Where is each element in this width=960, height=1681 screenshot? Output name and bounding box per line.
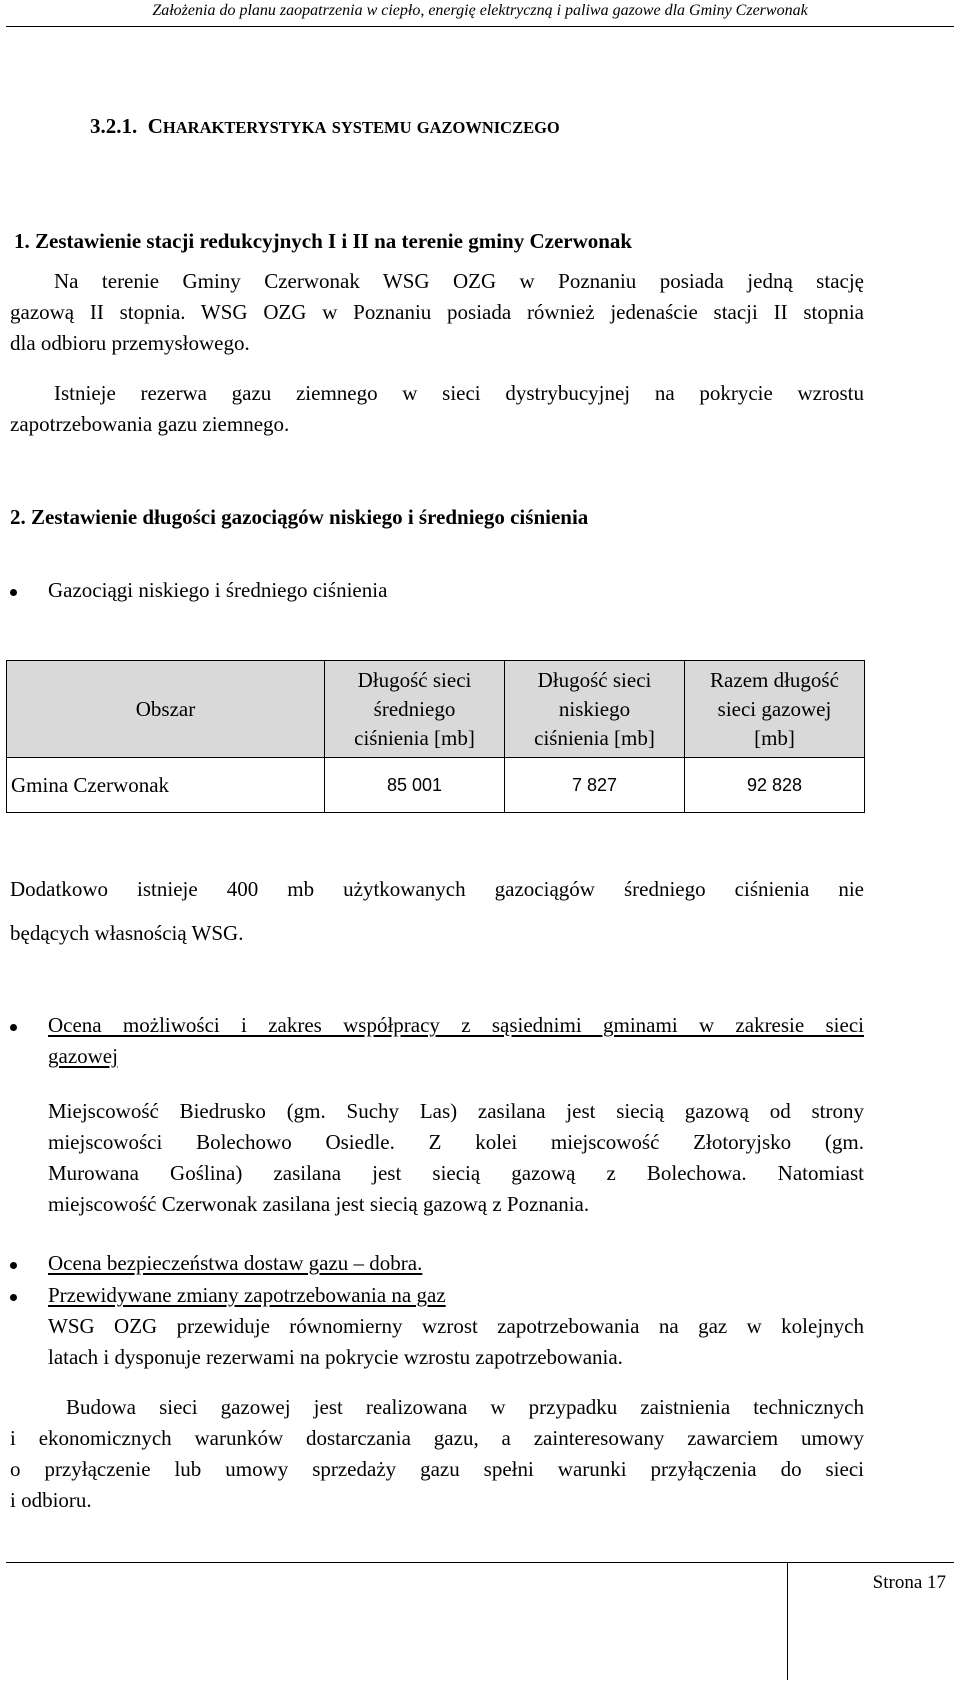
changes-para-line-1: WSG OZG przewiduje równomierny wzrost zapotrzebowania na gaz w kolejnych bbox=[48, 1314, 864, 1338]
additional-line-2: będących własnością WSG. bbox=[10, 921, 244, 945]
section-title-c3: G bbox=[416, 118, 430, 137]
header-area: Obszar bbox=[7, 661, 325, 758]
para-2-line-2: zapotrzebowania gazu ziemnego. bbox=[10, 412, 290, 436]
header-low-pressure: Długość sieci niskiego ciśnienia [mb] bbox=[505, 661, 685, 758]
bullet-pipelines: Gazociągi niskiego i średniego ciśnienia bbox=[48, 578, 388, 602]
header-total: Razem długość sieci gazowej [mb] bbox=[685, 661, 865, 758]
running-header: Założenia do planu zaopatrzenia w ciepło, energię elektryczną i paliwa gazowe dla Gminy Czerwonak bbox=[152, 2, 808, 19]
bullet-icon bbox=[10, 1024, 17, 1031]
cooperation-para-line-1: Miejscowość Biedrusko (gm. Suchy Las) zasilana jest siecią gazową od strony bbox=[48, 1099, 864, 1123]
final-para-line-1: Budowa sieci gazowej jest realizowana w przypadku zaistnienia technicznych bbox=[66, 1395, 864, 1419]
table-header-row bbox=[7, 661, 865, 758]
cell-medium: 85 001 bbox=[325, 758, 505, 813]
section-title-rest1: HARAKTERYSTYKA bbox=[162, 118, 327, 137]
final-para-line-4: i odbioru. bbox=[10, 1488, 92, 1512]
pipeline-table bbox=[6, 660, 865, 813]
cooperation-title-line-1: Ocena możliwości i zakres współpracy z sąsiednimi gminami w zakresie sieci bbox=[48, 1013, 864, 1037]
section-title bbox=[90, 114, 560, 139]
section-title-rest2: YSTEMU bbox=[340, 118, 412, 137]
cooperation-para-line-2: miejscowości Bolechowo Osiedle. Z kolei miejscowość Złotoryjsko (gm. bbox=[48, 1130, 864, 1154]
para-1-line-1: Na terenie Gminy Czerwonak WSG OZG w Poznaniu posiada jedną stację bbox=[54, 269, 864, 293]
cooperation-title-line-2: gazowej bbox=[48, 1044, 118, 1068]
changes-title: Przewidywane zmiany zapotrzebowania na gaz bbox=[48, 1283, 446, 1307]
para-1-line-3: dla odbioru przemysłowego. bbox=[10, 331, 250, 355]
bullet-icon bbox=[10, 589, 17, 596]
heading-1: 1. Zestawienie stacji redukcyjnych I i II na terenie gminy Czerwonak bbox=[14, 229, 633, 253]
bullet-icon bbox=[10, 1294, 17, 1301]
section-title-rest3: AZOWNICZEGO bbox=[429, 118, 560, 137]
cooperation-para-line-4: miejscowość Czerwonak zasilana jest siecią gazową z Poznania. bbox=[48, 1192, 590, 1216]
section-title-c2: S bbox=[331, 118, 341, 137]
final-para-line-2: i ekonomicznych warunków dostarczania gazu, a zainteresowany zawarciem umowy bbox=[10, 1426, 864, 1450]
cell-total: 92 828 bbox=[685, 758, 865, 813]
section-number: 3.2.1. bbox=[90, 114, 138, 138]
bullet-icon bbox=[10, 1262, 17, 1269]
cell-area: Gmina Czerwonak bbox=[7, 758, 325, 813]
final-para-line-3: o przyłączenie lub umowy sprzedaży gazu spełni warunki przyłączenia do sieci bbox=[10, 1457, 864, 1481]
heading-2: 2. Zestawienie długości gazociągów niskiego i średniego ciśnienia bbox=[10, 505, 589, 529]
changes-para-line-2: latach i dysponuje rezerwami na pokrycie wzrostu zapotrzebowania. bbox=[48, 1345, 623, 1369]
cooperation-para-line-3: Murowana Goślina) zasilana jest siecią gazową z Bolechowa. Natomiast bbox=[48, 1161, 864, 1185]
security-title: Ocena bezpieczeństwa dostaw gazu – dobra. bbox=[48, 1251, 423, 1275]
para-1-line-2: gazową II stopnia. WSG OZG w Poznaniu posiada również jedenaście stacji II stopnia bbox=[10, 300, 864, 324]
header-medium-pressure: Długość sieci średniego ciśnienia [mb] bbox=[325, 661, 505, 758]
header-rule bbox=[6, 26, 954, 27]
section-title-c1: C bbox=[147, 114, 163, 138]
page-number: Strona 17 bbox=[872, 1572, 946, 1593]
para-2-line-1: Istnieje rezerwa gazu ziemnego w sieci dystrybucyjnej na pokrycie wzrostu bbox=[54, 381, 864, 405]
cell-low: 7 827 bbox=[505, 758, 685, 813]
additional-line-1: Dodatkowo istnieje 400 mb użytkowanych gazociągów średniego ciśnienia nie bbox=[10, 877, 864, 901]
table-row bbox=[7, 758, 865, 813]
